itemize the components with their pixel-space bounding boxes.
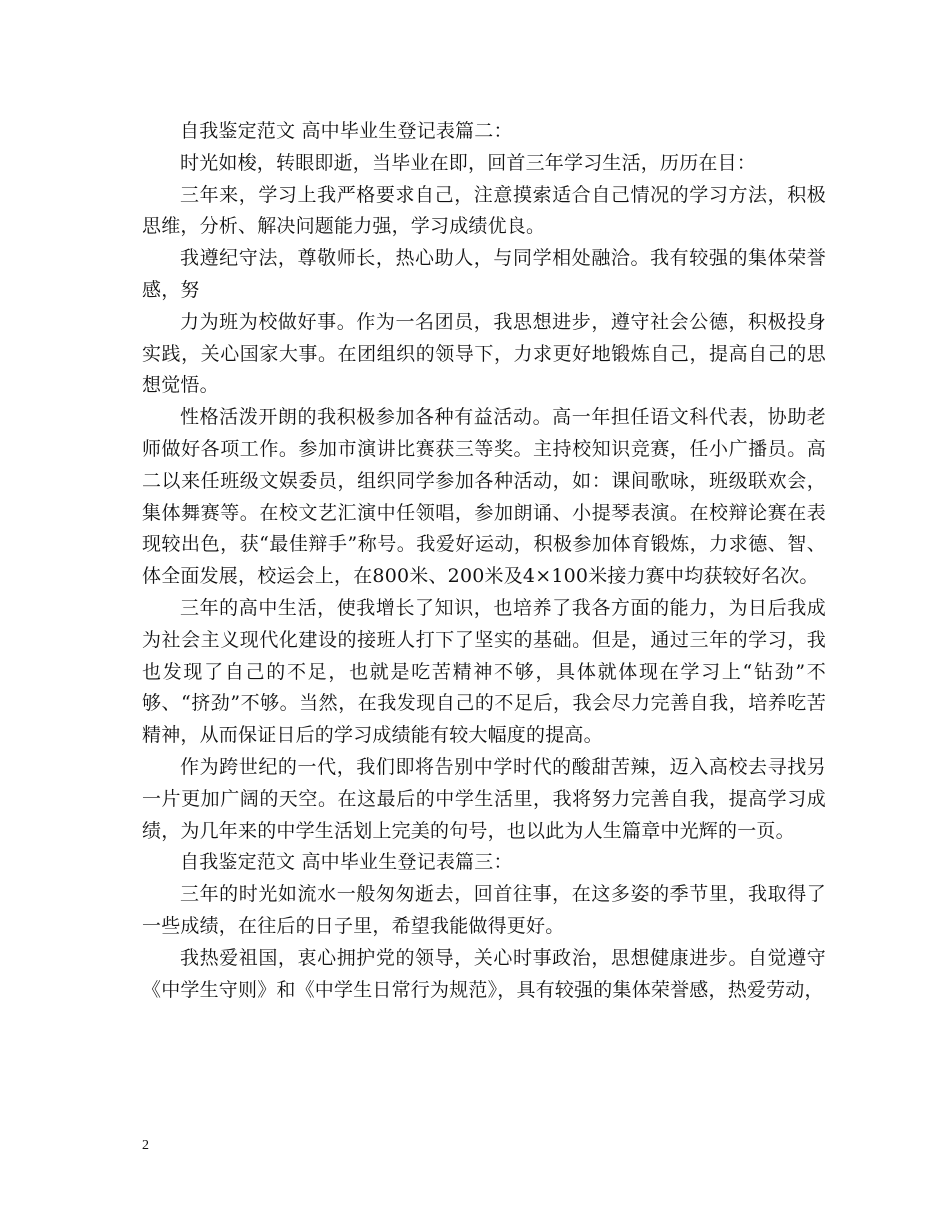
section-heading-part-two: 自我鉴定范文 高中毕业生登记表篇二： xyxy=(180,120,513,142)
paragraph: 时光如梭，转眼即逝，当毕业在即，回首三年学习生活，历历在目： xyxy=(180,151,757,174)
page-number: 2 xyxy=(142,1138,149,1153)
paragraph: 三年的时光如流水一般匆匆逝去，回首往事，在这多姿的季节里，我取得了一些成绩，在往后的日子里，希望我能做得更好。 xyxy=(142,883,826,937)
paragraph: 性格活泼开朗的我积极参加各种有益活动。高一年担任语文科代表，协助老师做好各项工作。参加市演讲比赛获三等奖。主持校知识竞赛，任小广播员。高二以来任班级文娱委员，组织同学参加各种活动，如：课间歌咏，班级联欢会，集体舞赛等。在校文艺汇演中任领唱，参加朗诵、小提琴表演。在校辩论赛在表现较出色，获“最佳辩手”称号。我爱好运动，积极参加体育锻炼，力求德、智、体全面发展，校运会上，在800米、200米及4×100米接力赛中均获较好名次。 xyxy=(142,406,826,588)
paragraph: 我热爱祖国，衷心拥护党的领导，关心时事政治，思想健康进步。自觉遵守《中学生守则》和《中学生日常行为规范》，具有较强的集体荣誉感，热爱劳动， xyxy=(142,946,826,1001)
section-heading-part-three: 自我鉴定范文 高中毕业生登记表篇三： xyxy=(180,851,513,874)
paragraph: 三年的高中生活，使我增长了知识，也培养了我各方面的能力，为日后我成为社会主义现代化建设的接班人打下了坚实的基础。但是，通过三年的学习，我也发现了自己的不足，也就是吃苦精神不够，具体就体现在学习上“钻劲”不够、“挤劲”不够。当然，在我发现自己的不足后，我会尽力完善自我，培养吃苦精神，从而保证日后的学习成绩能有较大幅度的提高。 xyxy=(142,596,826,747)
document-body xyxy=(142,116,826,1006)
paragraph: 我遵纪守法，尊敬师长，热心助人，与同学相处融洽。我有较强的集体荣誉感，努 xyxy=(142,247,826,301)
paragraph: 力为班为校做好事。作为一名团员，我思想进步，遵守社会公德，积极投身实践，关心国家大事。在团组织的领导下，力求更好地锻炼自己，提高自己的思想觉悟。 xyxy=(142,310,826,397)
paragraph: 三年来，学习上我严格要求自己，注意摸索适合自己情况的学习方法，积极思维，分析、解决问题能力强，学习成绩优良。 xyxy=(142,183,826,238)
paragraph: 作为跨世纪的一代，我们即将告别中学时代的酸甜苦辣，迈入高校去寻找另一片更加广阔的天空。在这最后的中学生活里，我将努力完善自我，提高学习成绩，为几年来的中学生活划上完美的句号，也以此为人生篇章中光辉的一页。 xyxy=(142,755,826,842)
